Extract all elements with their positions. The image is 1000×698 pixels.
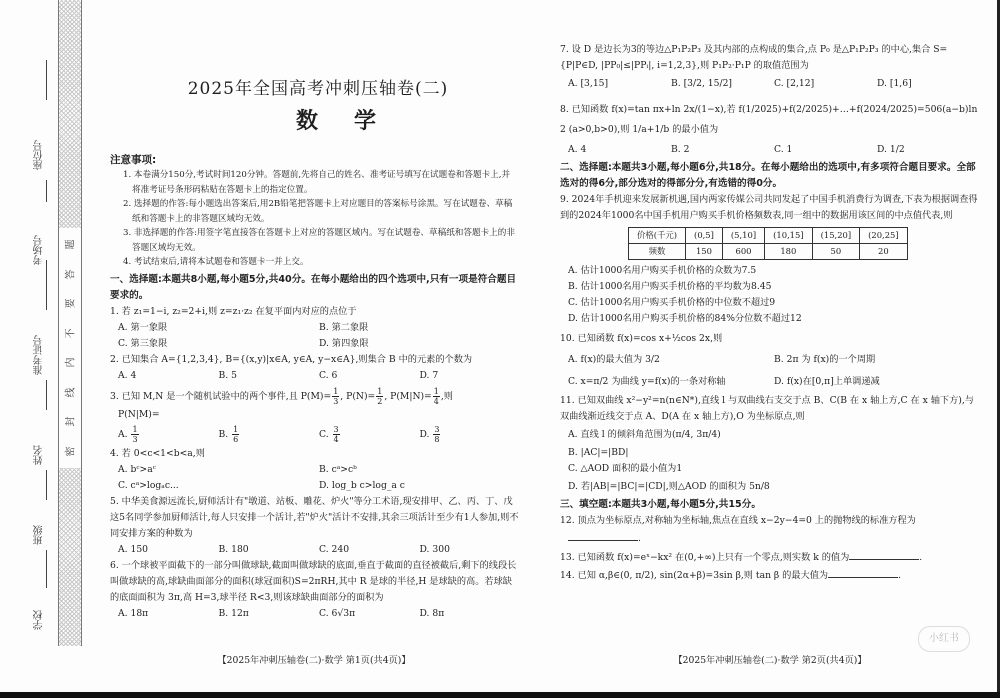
table-header-row: 价格(千元) (0,5] (5,10] (10,15] (15,20] (20,25] <box>629 228 908 244</box>
option-d: D. 若|AB|=|BC|=|CD|,则△AOD 的面积为 5n/8 <box>568 481 770 492</box>
question-11 <box>560 393 980 497</box>
name-label: 姓名 <box>34 445 45 465</box>
frequency-table <box>628 227 908 260</box>
option-a: A. 估计1000名用户购买手机价格的众数为7.5 <box>568 265 757 276</box>
question-3 <box>110 387 520 446</box>
option-b: B. |AC|=|BD| <box>568 447 629 458</box>
option-b: B. 2π 为 f(x)的一个周期 <box>774 354 876 365</box>
seat-number-line <box>46 60 47 100</box>
notes-heading: 注意事项: <box>110 154 157 166</box>
page-2-content <box>560 42 980 586</box>
question-9 <box>560 192 980 327</box>
option-d: D. 300 <box>419 544 450 555</box>
note-item: 3. 非选择题的作答:用签字笔直接答在答题卡上对应的答题区域内。写在试题卷、草稿纸和答题卡上的非答题区域均无效。 <box>123 228 515 253</box>
scan-edge-bottom <box>0 692 1000 698</box>
option-d: D. 估计1000名用户购买手机价格的84%分位数不超过12 <box>568 313 802 324</box>
question-stem: 11. 已知双曲线 x²−y²=n(n∈N*),直线 l 与双曲线右支交于点 B、C(B 在 x 轴上方,C 在 x 轴下方),与双曲线渐近线交于点 A、D(A 在 x 轴上方),O 为坐标原点,则 <box>560 395 974 422</box>
class-label: 班级 <box>34 525 45 545</box>
seal-pattern-bottom <box>58 468 82 646</box>
question-6 <box>110 558 520 622</box>
option-b: B. 180 <box>218 544 249 555</box>
binding-margin <box>0 0 110 698</box>
option-d: D. 7 <box>419 370 439 381</box>
notes-section <box>110 152 518 270</box>
question-1 <box>110 304 520 352</box>
fraction: $\frac{1}{4}$ <box>433 387 439 406</box>
option-a: A. bᶜ>aᶜ <box>118 464 156 475</box>
option-c: C. 6 <box>319 370 338 381</box>
question-14: 14. 已知 α,β∈(0, π/2), sin(2α+β)=3sin β,则 tan β 的最大值为 . <box>560 566 980 586</box>
question-12: 12. 顶点为坐标原点,对称轴为坐标轴,焦点在直线 x−2y−4=0 上的抛物线的标准方程为 . <box>560 513 980 549</box>
option-a: A. 150 <box>118 544 149 555</box>
option-b: B. 12π <box>218 608 249 619</box>
question-5 <box>110 494 520 558</box>
question-stem: 6. 一个球被平面截下的一部分叫做球缺,截面叫做球缺的底面,垂直于截面的直径被截后,剩下的线段长叫做球缺的高,球缺曲面部分的面积(球冠面积)S=2πRH,其中 R 是球的半径,H 是球缺的高。若球缺的底面面积为 3π,高 H=3,球半径 R<3,则该球缺曲面部分的面积为 <box>110 560 517 603</box>
question-stem: 8. 已知函数 f(x)=tan πx+ln 2x/(1−x),若 f(1/2025)+f(2/2025)+…+f(2024/2025)=506(a−b)ln 2 (a>0,b>0),则 1/a+1/b 的最小值为 <box>560 104 978 135</box>
option-d: D. f(x)在[0,π]上单调递减 <box>774 376 880 387</box>
option-b: B. cᵃ>cᵇ <box>319 464 357 475</box>
option-c: C. [2,12] <box>774 78 815 89</box>
section-3-heading: 三、填空题:本题共3小题,每小题5分,共15分。 <box>560 499 761 510</box>
answer-blank-12[interactable] <box>568 530 638 541</box>
question-stem: 7. 设 D 是边长为3的等边△P₁P₂P₃ 及其内部的点构成的集合,点 P₀ 是△P₁P₂P₃ 的中心,集合 S={P|P∈D, |PP₀|≤|PPᵢ|, i=1,2,3},则 P₁P₂·P₁P 的取值范围为 <box>560 44 948 71</box>
seal-pattern-top <box>58 0 82 228</box>
question-stem: 12. 顶点为坐标原点,对称轴为坐标轴,焦点在直线 x−2y−4=0 上的抛物线的标准方程为 <box>560 515 916 526</box>
page-1-footer: 【2025年冲刺压轴卷(二)·数学 第1页(共4页)】 <box>217 655 411 666</box>
note-item: 1. 本卷满分150分,考试时间120分钟。答题前,先将自己的姓名、准考证号填写在试题卷和答题卡上,并将准考证号条形码粘贴在答题卡上的指定位置。 <box>123 170 511 195</box>
option-d: D. 1/2 <box>877 144 905 155</box>
question-stem: 10. 已知函数 f(x)=cos x+½cos 2x,则 <box>560 333 723 344</box>
option-a: A. 直线 l 的倾斜角范围为(π/4, 3π/4) <box>568 429 721 440</box>
section-1-heading: 一、选择题:本题共8小题,每小题5分,共40分。在每小题给出的四个选项中,只有一项是符合题目要求的。 <box>110 274 517 301</box>
seat-number-label: 座位号 <box>34 140 45 170</box>
option-a: A. f(x)的最大值为 3/2 <box>568 354 660 365</box>
question-8 <box>560 100 980 160</box>
section-2-heading: 二、选择题:本题共3小题,每小题6分,共18分。在每小题给出的选项中,有多项符合题目要求。全部选对的得6分,部分选对的得部分分,有选错的得0分。 <box>560 162 976 189</box>
option-a: A. 4 <box>568 144 587 155</box>
option-a: A. $\frac{1}{3}$ <box>118 425 138 444</box>
option-b: B. 估计1000名用户购买手机价格的平均数为8.45 <box>568 281 772 292</box>
option-a: A. 第一象限 <box>118 322 168 333</box>
subject-title: 数学 <box>295 109 412 134</box>
option-b: B. 5 <box>218 370 237 381</box>
question-stem: 2. 已知集合 A={1,2,3,4}, B={(x,y)|x∈A, y∈A, y−x∈A},则集合 B 中的元素的个数为 <box>110 354 473 365</box>
school-label: 学校 <box>34 610 45 630</box>
option-c: C. cᵃ>logₐc... <box>118 480 179 491</box>
option-c: C. x=π/2 为曲线 y=f(x)的一条对称轴 <box>568 376 726 387</box>
note-item: 2. 选择题的作答:每小题选出答案后,用2B铅笔把答题卡上对应题目的答案标号涂黑。写在试题卷、草稿纸和答题卡上的非答题区域均无效。 <box>123 199 513 224</box>
note-item: 4. 考试结束后,请将本试题卷和答题卡一并上交。 <box>123 257 309 267</box>
exam-room-label: 考场号 <box>34 235 45 265</box>
question-stem: 1. 若 z₁=1−i, z₂=2+i,则 z=z₁·z₂ 在复平面内对应的点位于 <box>110 306 357 317</box>
fraction: $\frac{1}{2}$ <box>377 387 383 406</box>
ticket-number-line <box>46 260 47 310</box>
option-c: C. 6√3π <box>319 608 356 619</box>
option-a: A. 4 <box>118 370 137 381</box>
option-c: C. 240 <box>319 544 350 555</box>
option-c: C. 1 <box>774 144 793 155</box>
question-stem: 3. 已知 M,N 是一个随机试验中的两个事件,且 P(M)= $\frac{1}{3}$ , P(N)= $\frac{1}{2}$ , P(M|N)= $\frac{1}{4}$ ,则 <box>110 387 453 406</box>
answer-blank-13[interactable] <box>849 549 919 560</box>
school-line <box>46 550 47 588</box>
class-line <box>46 470 47 500</box>
option-d: D. 第四象限 <box>319 338 369 349</box>
table-row: 频数 150 600 180 50 20 <box>629 244 908 260</box>
exam-title: 2025年全国高考冲刺压轴卷(二) <box>187 79 449 99</box>
question-stem: 14. 已知 α,β∈(0, π/2), sin(2α+β)=3sin β,则 tan β 的最大值为 <box>560 570 829 581</box>
option-d: D. log_b c>log_a c <box>319 480 405 491</box>
option-c: C. △AOD 面积的最小值为1 <box>568 463 683 474</box>
question-4 <box>110 446 520 494</box>
question-stem: 9. 2024年手机迎来发展新机遇,国内两家传媒公司共同发起了中国手机消费行为调查,下表为根据调查得到的2024年1000名中国手机用户购买手机价格频数表,同一组中的数据用该区间的中点值代表,则 <box>560 194 978 221</box>
page-2-footer: 【2025年冲刺压轴卷(二)·数学 第2页(共4页)】 <box>673 655 867 666</box>
question-stem: 13. 已知函数 f(x)=eˣ−kx² 在(0,+∞)上只有一个零点,则实数 k 的值为 <box>560 552 850 563</box>
option-d: D. [1,6] <box>877 78 912 89</box>
option-c: C. 估计1000名用户购买手机价格的中位数不超过9 <box>568 297 776 308</box>
answer-blank-14[interactable] <box>828 567 898 578</box>
watermark-badge: 小红书 <box>918 626 970 652</box>
question-7 <box>560 42 980 94</box>
seal-warning-text: 题 答 要 不 内 线 封 密 <box>65 239 77 457</box>
section-1 <box>110 272 520 622</box>
question-2 <box>110 352 520 384</box>
option-d: D. 8π <box>419 608 445 619</box>
exam-room-line <box>46 180 47 202</box>
option-c: C. $\frac{3}{4}$ <box>319 425 339 444</box>
option-c: C. 第三象限 <box>118 338 168 349</box>
option-d: D. $\frac{3}{8}$ <box>419 425 440 444</box>
question-stem: 4. 若 0<c<1<b<a,则 <box>110 448 205 459</box>
name-line <box>46 380 47 410</box>
option-b: B. $\frac{1}{6}$ <box>218 425 239 444</box>
option-b: B. [3/2, 15/2] <box>671 78 733 89</box>
ticket-number-label: 准考证号 <box>34 335 45 375</box>
option-b: B. 第二象限 <box>319 322 369 333</box>
option-a: A. 18π <box>118 608 149 619</box>
question-13: 13. 已知函数 f(x)=eˣ−kx² 在(0,+∞)上只有一个零点,则实数 k 的值为 . <box>560 549 980 566</box>
question-10 <box>560 329 980 393</box>
question-stem-cont: P(N|M)= <box>118 409 160 420</box>
option-b: B. 2 <box>671 144 690 155</box>
option-a: A. [3,15] <box>568 78 609 89</box>
question-stem: 5. 中华美食源远流长,厨师活计有"墩道、站板、雕花、炉火"等分工术语,现安排甲、乙、丙、丁、戊这5名同学参加厨师活计,每人只安排一个活计,若"炉火"活计不安排,其余三项活计至少有1人参加,则不同安排方案的种数为 <box>110 496 519 539</box>
fraction: $\frac{1}{3}$ <box>333 387 339 406</box>
